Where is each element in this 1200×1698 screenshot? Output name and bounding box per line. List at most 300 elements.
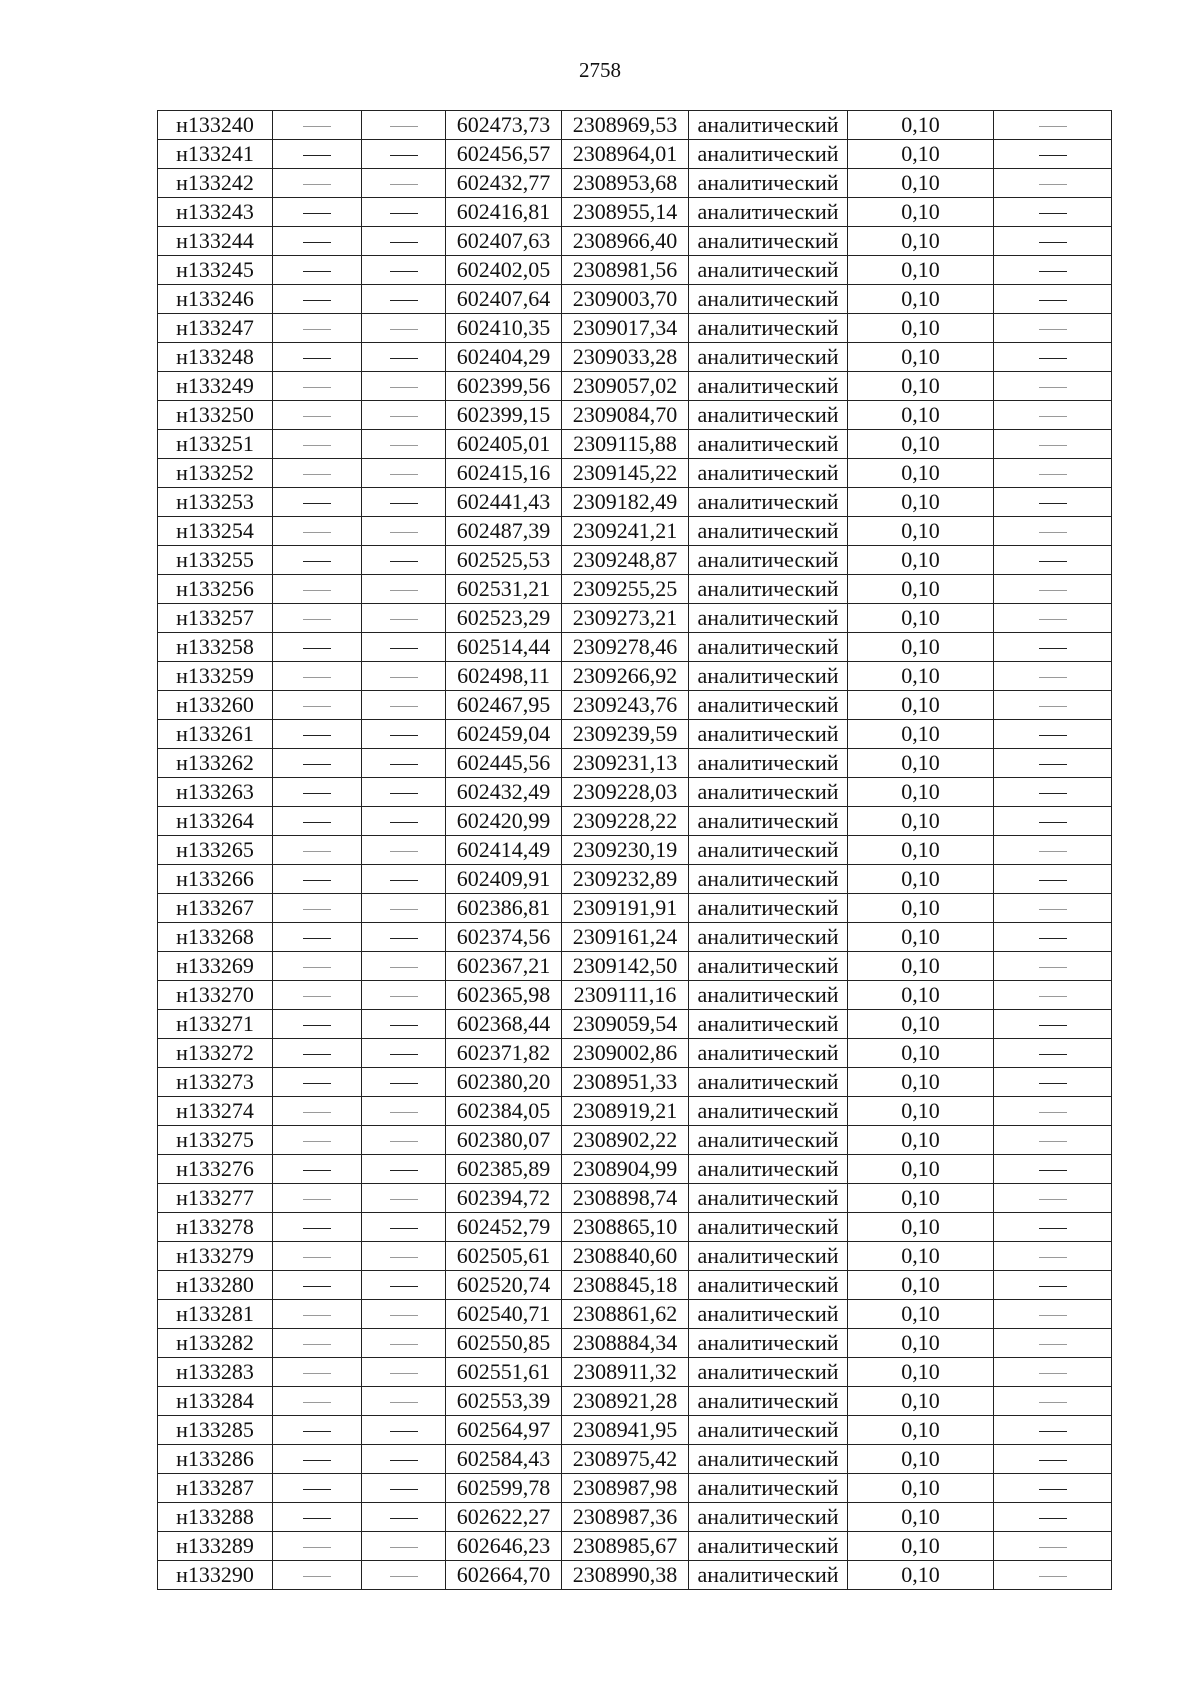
method-cell: аналитический xyxy=(689,488,848,517)
point-name-cell: н133253 xyxy=(158,488,273,517)
x-coordinate-cell: 602441,43 xyxy=(446,488,562,517)
dash-cell xyxy=(273,923,362,952)
point-name-cell: н133267 xyxy=(158,894,273,923)
y-coordinate-cell: 2308840,60 xyxy=(562,1242,689,1271)
accuracy-cell: 0,10 xyxy=(848,401,994,430)
dash-cell xyxy=(362,1155,446,1184)
method-cell: аналитический xyxy=(689,1213,848,1242)
table-row xyxy=(158,720,1112,749)
em-dash-mark xyxy=(303,358,331,359)
em-dash-mark xyxy=(390,996,418,997)
dash-cell xyxy=(273,1474,362,1503)
table-row xyxy=(158,256,1112,285)
dash-cell xyxy=(994,1387,1112,1416)
dash-cell xyxy=(273,1445,362,1474)
em-dash-mark xyxy=(390,677,418,678)
table-row xyxy=(158,1329,1112,1358)
em-dash-mark xyxy=(1039,329,1067,330)
em-dash-mark xyxy=(1039,967,1067,968)
dash-cell xyxy=(273,1155,362,1184)
point-name-cell: н133275 xyxy=(158,1126,273,1155)
accuracy-cell: 0,10 xyxy=(848,111,994,140)
em-dash-mark xyxy=(303,387,331,388)
table-row xyxy=(158,952,1112,981)
accuracy-cell: 0,10 xyxy=(848,923,994,952)
x-coordinate-cell: 602564,97 xyxy=(446,1416,562,1445)
table-row xyxy=(158,1416,1112,1445)
accuracy-cell: 0,10 xyxy=(848,1010,994,1039)
em-dash-mark xyxy=(390,938,418,939)
em-dash-mark xyxy=(1039,822,1067,823)
em-dash-mark xyxy=(1039,793,1067,794)
method-cell: аналитический xyxy=(689,749,848,778)
table-row xyxy=(158,314,1112,343)
em-dash-mark xyxy=(390,242,418,243)
y-coordinate-cell: 2308865,10 xyxy=(562,1213,689,1242)
dash-cell xyxy=(362,1532,446,1561)
dash-cell xyxy=(362,604,446,633)
dash-cell xyxy=(362,662,446,691)
dash-cell xyxy=(362,575,446,604)
dash-cell xyxy=(273,1271,362,1300)
accuracy-cell: 0,10 xyxy=(848,691,994,720)
dash-cell xyxy=(273,401,362,430)
method-cell: аналитический xyxy=(689,691,848,720)
dash-cell xyxy=(273,488,362,517)
x-coordinate-cell: 602514,44 xyxy=(446,633,562,662)
em-dash-mark xyxy=(1039,1460,1067,1461)
em-dash-mark xyxy=(390,445,418,446)
x-coordinate-cell: 602384,05 xyxy=(446,1097,562,1126)
accuracy-cell: 0,10 xyxy=(848,1155,994,1184)
dash-cell xyxy=(362,691,446,720)
em-dash-mark xyxy=(303,329,331,330)
dash-cell xyxy=(994,1097,1112,1126)
y-coordinate-cell: 2308975,42 xyxy=(562,1445,689,1474)
dash-cell xyxy=(994,1445,1112,1474)
x-coordinate-cell: 602525,53 xyxy=(446,546,562,575)
em-dash-mark xyxy=(1039,271,1067,272)
accuracy-cell: 0,10 xyxy=(848,1416,994,1445)
dash-cell xyxy=(273,459,362,488)
dash-cell xyxy=(273,1561,362,1590)
x-coordinate-cell: 602374,56 xyxy=(446,923,562,952)
dash-cell xyxy=(362,923,446,952)
method-cell: аналитический xyxy=(689,1271,848,1300)
em-dash-mark xyxy=(390,967,418,968)
em-dash-mark xyxy=(303,1344,331,1345)
dash-cell xyxy=(994,1503,1112,1532)
y-coordinate-cell: 2309111,16 xyxy=(562,981,689,1010)
em-dash-mark xyxy=(1039,1373,1067,1374)
table-row xyxy=(158,1387,1112,1416)
y-coordinate-cell: 2309142,50 xyxy=(562,952,689,981)
y-coordinate-cell: 2309266,92 xyxy=(562,662,689,691)
accuracy-cell: 0,10 xyxy=(848,1474,994,1503)
table-row xyxy=(158,894,1112,923)
point-name-cell: н133265 xyxy=(158,836,273,865)
method-cell: аналитический xyxy=(689,1155,848,1184)
accuracy-cell: 0,10 xyxy=(848,169,994,198)
dash-cell xyxy=(994,1010,1112,1039)
y-coordinate-cell: 2309017,34 xyxy=(562,314,689,343)
dash-cell xyxy=(273,1503,362,1532)
y-coordinate-cell: 2309255,25 xyxy=(562,575,689,604)
accuracy-cell: 0,10 xyxy=(848,720,994,749)
table-row xyxy=(158,169,1112,198)
method-cell: аналитический xyxy=(689,111,848,140)
method-cell: аналитический xyxy=(689,1329,848,1358)
em-dash-mark xyxy=(390,1315,418,1316)
em-dash-mark xyxy=(390,1054,418,1055)
dash-cell xyxy=(273,198,362,227)
dash-cell xyxy=(994,546,1112,575)
em-dash-mark xyxy=(303,1518,331,1519)
y-coordinate-cell: 2308941,95 xyxy=(562,1416,689,1445)
em-dash-mark xyxy=(303,793,331,794)
accuracy-cell: 0,10 xyxy=(848,865,994,894)
em-dash-mark xyxy=(303,822,331,823)
y-coordinate-cell: 2308981,56 xyxy=(562,256,689,285)
em-dash-mark xyxy=(303,300,331,301)
table-row xyxy=(158,372,1112,401)
em-dash-mark xyxy=(303,735,331,736)
dash-cell xyxy=(994,952,1112,981)
dash-cell xyxy=(273,1300,362,1329)
point-name-cell: н133255 xyxy=(158,546,273,575)
x-coordinate-cell: 602380,07 xyxy=(446,1126,562,1155)
x-coordinate-cell: 602404,29 xyxy=(446,343,562,372)
em-dash-mark xyxy=(1039,1112,1067,1113)
dash-cell xyxy=(362,952,446,981)
accuracy-cell: 0,10 xyxy=(848,372,994,401)
method-cell: аналитический xyxy=(689,256,848,285)
x-coordinate-cell: 602531,21 xyxy=(446,575,562,604)
accuracy-cell: 0,10 xyxy=(848,633,994,662)
x-coordinate-cell: 602410,35 xyxy=(446,314,562,343)
point-name-cell: н133258 xyxy=(158,633,273,662)
method-cell: аналитический xyxy=(689,952,848,981)
table-row xyxy=(158,1445,1112,1474)
em-dash-mark xyxy=(390,851,418,852)
em-dash-mark xyxy=(1039,387,1067,388)
table-row xyxy=(158,1126,1112,1155)
dash-cell xyxy=(273,1097,362,1126)
accuracy-cell: 0,10 xyxy=(848,1561,994,1590)
em-dash-mark xyxy=(303,1460,331,1461)
dash-cell xyxy=(994,1561,1112,1590)
em-dash-mark xyxy=(303,590,331,591)
x-coordinate-cell: 602445,56 xyxy=(446,749,562,778)
em-dash-mark xyxy=(390,793,418,794)
x-coordinate-cell: 602452,79 xyxy=(446,1213,562,1242)
method-cell: аналитический xyxy=(689,1445,848,1474)
em-dash-mark xyxy=(390,880,418,881)
y-coordinate-cell: 2309231,13 xyxy=(562,749,689,778)
dash-cell xyxy=(273,1039,362,1068)
y-coordinate-cell: 2309248,87 xyxy=(562,546,689,575)
point-name-cell: н133286 xyxy=(158,1445,273,1474)
dash-cell xyxy=(994,517,1112,546)
method-cell: аналитический xyxy=(689,1387,848,1416)
table-row xyxy=(158,662,1112,691)
em-dash-mark xyxy=(1039,590,1067,591)
dash-cell xyxy=(273,749,362,778)
table-row xyxy=(158,778,1112,807)
point-name-cell: н133240 xyxy=(158,111,273,140)
em-dash-mark xyxy=(1039,358,1067,359)
table-row xyxy=(158,836,1112,865)
point-name-cell: н133246 xyxy=(158,285,273,314)
em-dash-mark xyxy=(1039,880,1067,881)
em-dash-mark xyxy=(390,1460,418,1461)
table-row xyxy=(158,1358,1112,1387)
y-coordinate-cell: 2308904,99 xyxy=(562,1155,689,1184)
dash-cell xyxy=(273,343,362,372)
accuracy-cell: 0,10 xyxy=(848,488,994,517)
em-dash-mark xyxy=(303,996,331,997)
point-name-cell: н133289 xyxy=(158,1532,273,1561)
accuracy-cell: 0,10 xyxy=(848,807,994,836)
method-cell: аналитический xyxy=(689,778,848,807)
dash-cell xyxy=(362,1503,446,1532)
em-dash-mark xyxy=(303,416,331,417)
dash-cell xyxy=(994,140,1112,169)
point-name-cell: н133290 xyxy=(158,1561,273,1590)
dash-cell xyxy=(994,227,1112,256)
method-cell: аналитический xyxy=(689,517,848,546)
em-dash-mark xyxy=(1039,1083,1067,1084)
em-dash-mark xyxy=(303,561,331,562)
dash-cell xyxy=(994,1300,1112,1329)
em-dash-mark xyxy=(303,1199,331,1200)
accuracy-cell: 0,10 xyxy=(848,343,994,372)
em-dash-mark xyxy=(1039,155,1067,156)
em-dash-mark xyxy=(303,1025,331,1026)
point-name-cell: н133257 xyxy=(158,604,273,633)
accuracy-cell: 0,10 xyxy=(848,1387,994,1416)
dash-cell xyxy=(273,256,362,285)
em-dash-mark xyxy=(1039,1518,1067,1519)
em-dash-mark xyxy=(390,1199,418,1200)
x-coordinate-cell: 602540,71 xyxy=(446,1300,562,1329)
dash-cell xyxy=(273,662,362,691)
method-cell: аналитический xyxy=(689,169,848,198)
em-dash-mark xyxy=(390,619,418,620)
y-coordinate-cell: 2309115,88 xyxy=(562,430,689,459)
x-coordinate-cell: 602550,85 xyxy=(446,1329,562,1358)
dash-cell xyxy=(994,488,1112,517)
dash-cell xyxy=(994,836,1112,865)
em-dash-mark xyxy=(1039,735,1067,736)
em-dash-mark xyxy=(303,271,331,272)
dash-cell xyxy=(362,1039,446,1068)
em-dash-mark xyxy=(1039,184,1067,185)
em-dash-mark xyxy=(303,213,331,214)
x-coordinate-cell: 602553,39 xyxy=(446,1387,562,1416)
dash-cell xyxy=(362,1271,446,1300)
em-dash-mark xyxy=(1039,938,1067,939)
dash-cell xyxy=(362,720,446,749)
x-coordinate-cell: 602664,70 xyxy=(446,1561,562,1590)
dash-cell xyxy=(273,1387,362,1416)
em-dash-mark xyxy=(303,1170,331,1171)
dash-cell xyxy=(362,343,446,372)
point-name-cell: н133280 xyxy=(158,1271,273,1300)
y-coordinate-cell: 2309230,19 xyxy=(562,836,689,865)
dash-cell xyxy=(362,198,446,227)
em-dash-mark xyxy=(390,1431,418,1432)
em-dash-mark xyxy=(1039,1170,1067,1171)
dash-cell xyxy=(273,1532,362,1561)
x-coordinate-cell: 602407,63 xyxy=(446,227,562,256)
x-coordinate-cell: 602505,61 xyxy=(446,1242,562,1271)
em-dash-mark xyxy=(1039,1489,1067,1490)
method-cell: аналитический xyxy=(689,430,848,459)
dash-cell xyxy=(362,1329,446,1358)
em-dash-mark xyxy=(390,1576,418,1577)
y-coordinate-cell: 2309033,28 xyxy=(562,343,689,372)
method-cell: аналитический xyxy=(689,343,848,372)
x-coordinate-cell: 602371,82 xyxy=(446,1039,562,1068)
em-dash-mark xyxy=(303,503,331,504)
dash-cell xyxy=(994,1213,1112,1242)
em-dash-mark xyxy=(390,1518,418,1519)
accuracy-cell: 0,10 xyxy=(848,749,994,778)
x-coordinate-cell: 602380,20 xyxy=(446,1068,562,1097)
y-coordinate-cell: 2309084,70 xyxy=(562,401,689,430)
y-coordinate-cell: 2309228,03 xyxy=(562,778,689,807)
accuracy-cell: 0,10 xyxy=(848,1184,994,1213)
em-dash-mark xyxy=(1039,677,1067,678)
dash-cell xyxy=(362,372,446,401)
y-coordinate-cell: 2308969,53 xyxy=(562,111,689,140)
dash-cell xyxy=(362,981,446,1010)
table-row xyxy=(158,1068,1112,1097)
em-dash-mark xyxy=(303,445,331,446)
em-dash-mark xyxy=(390,1344,418,1345)
x-coordinate-cell: 602487,39 xyxy=(446,517,562,546)
dash-cell xyxy=(994,778,1112,807)
em-dash-mark xyxy=(303,1286,331,1287)
point-name-cell: н133259 xyxy=(158,662,273,691)
dash-cell xyxy=(273,836,362,865)
dash-cell xyxy=(273,285,362,314)
dash-cell xyxy=(273,546,362,575)
em-dash-mark xyxy=(390,387,418,388)
table-row xyxy=(158,140,1112,169)
em-dash-mark xyxy=(303,1489,331,1490)
method-cell: аналитический xyxy=(689,1416,848,1445)
em-dash-mark xyxy=(390,1489,418,1490)
table-row xyxy=(158,807,1112,836)
accuracy-cell: 0,10 xyxy=(848,1242,994,1271)
table-row xyxy=(158,1155,1112,1184)
em-dash-mark xyxy=(390,561,418,562)
page-number: 2758 xyxy=(579,58,621,82)
table-row xyxy=(158,227,1112,256)
x-coordinate-cell: 602599,78 xyxy=(446,1474,562,1503)
dash-cell xyxy=(273,140,362,169)
y-coordinate-cell: 2309191,91 xyxy=(562,894,689,923)
table-row xyxy=(158,633,1112,662)
method-cell: аналитический xyxy=(689,140,848,169)
x-coordinate-cell: 602399,56 xyxy=(446,372,562,401)
dash-cell xyxy=(994,401,1112,430)
dash-cell xyxy=(994,633,1112,662)
dash-cell xyxy=(994,1416,1112,1445)
dash-cell xyxy=(994,923,1112,952)
table-row xyxy=(158,575,1112,604)
dash-cell xyxy=(362,1387,446,1416)
table-row xyxy=(158,1503,1112,1532)
table-row xyxy=(158,430,1112,459)
em-dash-mark xyxy=(1039,648,1067,649)
coordinates-table xyxy=(157,110,1112,1590)
accuracy-cell: 0,10 xyxy=(848,894,994,923)
y-coordinate-cell: 2308845,18 xyxy=(562,1271,689,1300)
table-row xyxy=(158,1097,1112,1126)
point-name-cell: н133269 xyxy=(158,952,273,981)
point-name-cell: н133274 xyxy=(158,1097,273,1126)
em-dash-mark xyxy=(390,1112,418,1113)
dash-cell xyxy=(273,1416,362,1445)
table-row xyxy=(158,1184,1112,1213)
dash-cell xyxy=(994,575,1112,604)
x-coordinate-cell: 602414,49 xyxy=(446,836,562,865)
accuracy-cell: 0,10 xyxy=(848,314,994,343)
method-cell: аналитический xyxy=(689,662,848,691)
em-dash-mark xyxy=(1039,1025,1067,1026)
em-dash-mark xyxy=(303,677,331,678)
dash-cell xyxy=(994,169,1112,198)
method-cell: аналитический xyxy=(689,575,848,604)
y-coordinate-cell: 2309059,54 xyxy=(562,1010,689,1039)
em-dash-mark xyxy=(390,590,418,591)
dash-cell xyxy=(994,1474,1112,1503)
dash-cell xyxy=(994,691,1112,720)
em-dash-mark xyxy=(1039,1431,1067,1432)
dash-cell xyxy=(362,517,446,546)
dash-cell xyxy=(362,1184,446,1213)
em-dash-mark xyxy=(1039,1315,1067,1316)
em-dash-mark xyxy=(303,1402,331,1403)
em-dash-mark xyxy=(390,184,418,185)
dash-cell xyxy=(362,749,446,778)
em-dash-mark xyxy=(390,155,418,156)
em-dash-mark xyxy=(390,300,418,301)
accuracy-cell: 0,10 xyxy=(848,140,994,169)
y-coordinate-cell: 2308987,36 xyxy=(562,1503,689,1532)
em-dash-mark xyxy=(1039,851,1067,852)
dash-cell xyxy=(362,1242,446,1271)
method-cell: аналитический xyxy=(689,1126,848,1155)
accuracy-cell: 0,10 xyxy=(848,1068,994,1097)
dash-cell xyxy=(994,662,1112,691)
dash-cell xyxy=(362,807,446,836)
em-dash-mark xyxy=(390,909,418,910)
y-coordinate-cell: 2308919,21 xyxy=(562,1097,689,1126)
point-name-cell: н133279 xyxy=(158,1242,273,1271)
accuracy-cell: 0,10 xyxy=(848,1300,994,1329)
table-row xyxy=(158,198,1112,227)
table-row xyxy=(158,1039,1112,1068)
em-dash-mark xyxy=(390,1141,418,1142)
y-coordinate-cell: 2309228,22 xyxy=(562,807,689,836)
em-dash-mark xyxy=(1039,1286,1067,1287)
em-dash-mark xyxy=(390,1547,418,1548)
method-cell: аналитический xyxy=(689,1097,848,1126)
